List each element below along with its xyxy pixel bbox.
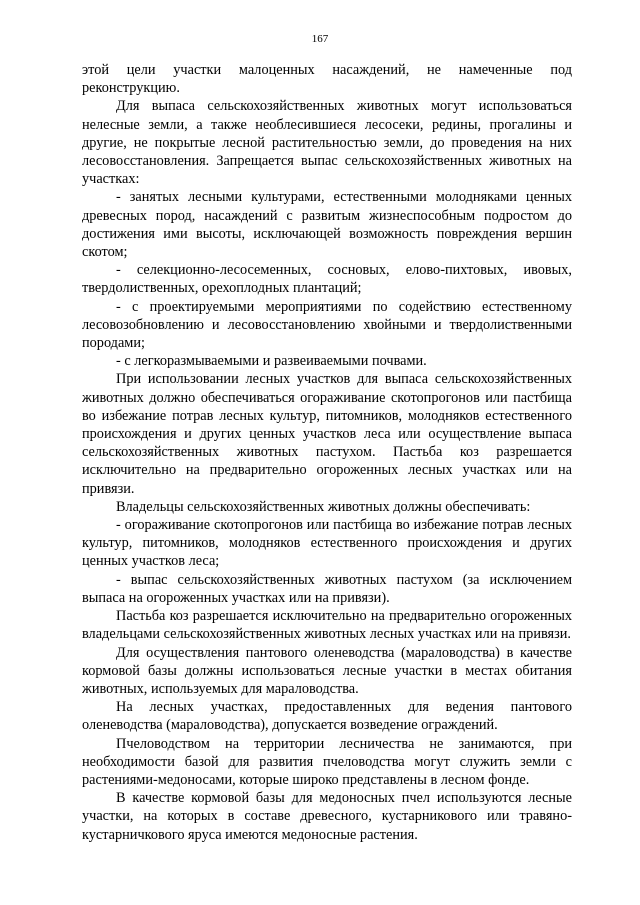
paragraph-deer-farming: Для осуществления пантового оленеводства (мараловодства) в качестве кормовой базы должны использоваться лесные участки в местах обитания животных, используемых для мараловодства. <box>82 644 572 697</box>
paragraph-goats: Пастьба коз разрешается исключительно на предварительно огороженных владельцами сельскохозяйственных животных лесных участках или на привязи. <box>82 608 572 643</box>
list-item-plantations: - селекционно-лесосеменных, сосновых, елово-пихтовых, ивовых, твердолиственных, орехоплодных плантаций; <box>82 262 572 297</box>
paragraph-owners-obligations: Владельцы сельскохозяйственных животных должны обеспечивать: <box>116 498 531 515</box>
paragraph-beekeeping: Пчеловодством на территории лесничества не занимаются, при необходимости базой для развития пчеловодства могут служить земли с растениями-медоносами, которые широко представлены в лесном фонде. <box>82 735 572 788</box>
list-item-reforestation: - с проектируемыми мероприятиями по содействию естественному лесовозобновлению и лесовосстановлению хвойными и твердолиственными породами; <box>82 298 572 352</box>
paragraph-honey-plants: В качестве кормовой базы для медоносных пчел используются лесные участки, на которых в составе древесного, кустарникового или травяно-кустарничкового яруса имеются медоносные растения. <box>82 790 572 843</box>
paragraph-continuation: этой цели участки малоценных насаждений, не намеченные под реконструкцию. <box>82 62 572 97</box>
list-item-fencing-routes: - огораживание скотопрогонов или пастбища во избежание потрав лесных культур, питомников, молодняков естественного происхождения и других ценных участков леса; <box>82 517 572 570</box>
paragraph-grazing-lands: Для выпаса сельскохозяйственных животных могут использоваться нелесные земли, а также необлесившиеся лесосеки, редины, прогалины и другие, не покрытые лесной растительностью земли, до проведения на них лесовосстановления. Запрещается выпас сельскохозяйственных животных на участках: <box>82 98 572 188</box>
list-item-shepherd: - выпас сельскохозяйственных животных пастухом (за исключением выпаса на огороженных участках или на привязи). <box>82 571 572 606</box>
paragraph-deer-fences: На лесных участках, предоставленных для ведения пантового оленеводства (мараловодства), допускается возведение ограждений. <box>82 699 572 734</box>
document-body <box>82 61 572 844</box>
paragraph-fencing: При использовании лесных участков для выпаса сельскохозяйственных животных должно обеспечиваться огораживание скотопрогонов или пастбища во избежание потрав лесных культур, питомников, молодняков естественного происхождения и других ценных участков леса или осуществление выпаса сельскохозяйственных животных пастухом. Пастьба коз разрешается исключительно на предварительно огороженных лесных участках или на привязи. <box>82 371 572 497</box>
list-item-erodible-soils: - с легкоразмываемыми и развеиваемыми почвами. <box>116 353 427 370</box>
list-item-forest-cultures: - занятых лесными культурами, естественными молодняками ценных древесных пород, насаждений с развитым жизнеспособным подростом до достижения ими высоты, исключающей возможность повреждения вершин скотом; <box>82 189 572 261</box>
page-number: 167 <box>311 33 329 45</box>
